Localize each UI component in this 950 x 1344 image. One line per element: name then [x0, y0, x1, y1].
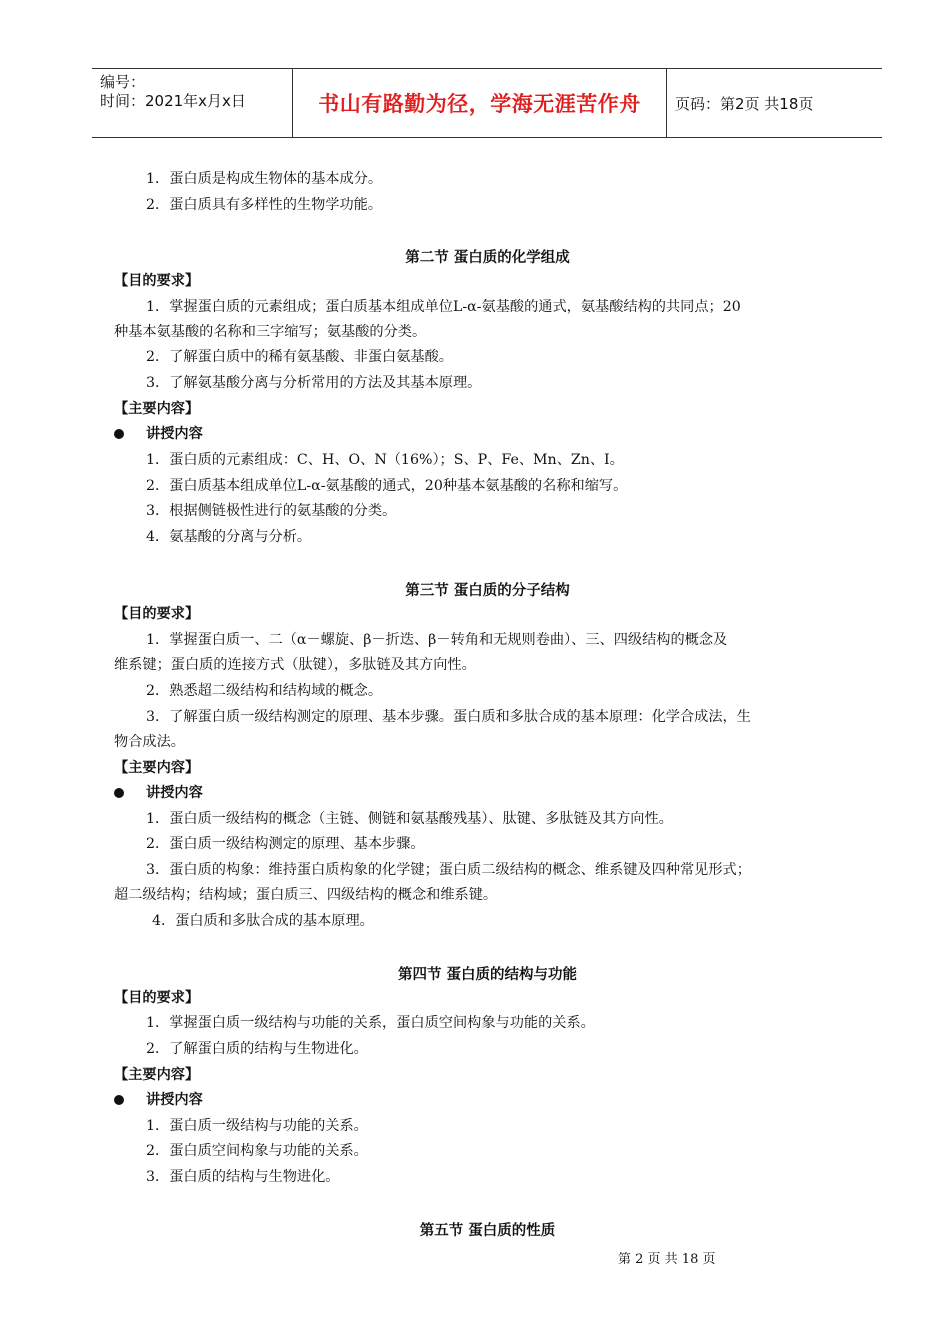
- page-footer: 第 2 页 共 18 页: [618, 1252, 716, 1267]
- section-4-goal-tag: 【目的要求】: [114, 990, 200, 1006]
- section-3-goal-2: 2．熟悉超二级结构和结构域的概念。: [146, 683, 383, 699]
- motto: 书山有路勤为径，学海无涯苦作舟: [293, 69, 667, 137]
- section-3-lecture-label: 讲授内容: [146, 785, 203, 801]
- header-meta-cell: [92, 69, 293, 137]
- section-4-title: 第四节 蛋白质的结构与功能: [397, 967, 578, 983]
- section-2-item-3: 3．根据侧链极性进行的氨基酸的分类。: [146, 503, 397, 519]
- section-3-goal-1-cont: 维系键；蛋白质的连接方式（肽键），多肽链及其方向性。: [114, 657, 476, 673]
- section-4-item-3: 3．蛋白质的结构与生物进化。: [146, 1169, 340, 1185]
- section-3-title: 第三节 蛋白质的分子结构: [405, 583, 570, 599]
- section-3-item-1: 1．蛋白质一级结构的概念（主链、侧链和氨基酸残基）、肽键、多肽链及其方向性。: [146, 811, 673, 827]
- section-3-content-tag: 【主要内容】: [114, 760, 200, 776]
- section-3-goal-1: 1．掌握蛋白质一、二（α－螺旋、β－折迭、β－转角和无规则卷曲）、三、四级结构的概念及: [146, 632, 728, 648]
- section-2-goal-2: 2．了解蛋白质中的稀有氨基酸、非蛋白氨基酸。: [146, 349, 453, 365]
- section-2-goal-1: 1．掌握蛋白质的元素组成；蛋白质基本组成单位L-α-氨基酸的通式，氨基酸结构的共同点；20: [146, 299, 741, 315]
- section-3-goal-3: 3．了解蛋白质一级结构测定的原理、基本步骤。蛋白质和多肽合成的基本原理：化学合成法，生: [146, 709, 751, 725]
- section-2-content-tag: 【主要内容】: [114, 401, 200, 417]
- section-4-lecture-label: 讲授内容: [146, 1092, 203, 1108]
- section-5-title: 第五节 蛋白质的性质: [419, 1223, 556, 1239]
- section-4-item-2: 2．蛋白质空间构象与功能的关系。: [146, 1143, 368, 1159]
- section-3-item-3-cont: 超二级结构；结构域；蛋白质三、四级结构的概念和维系键。: [114, 887, 498, 903]
- time-label: 时间：2021年x月x日: [100, 92, 246, 110]
- bullet-icon: [114, 788, 124, 798]
- intro-line-1: 1．蛋白质是构成生物体的基本成分。: [146, 171, 383, 187]
- section-2-goal-1-cont: 种基本氨基酸的名称和三字缩写；氨基酸的分类。: [114, 324, 427, 340]
- intro-line-2: 2．蛋白质具有多样性的生物学功能。: [146, 197, 383, 213]
- section-2-goal-tag: 【目的要求】: [114, 273, 200, 289]
- number-label: 编号：: [100, 73, 146, 91]
- section-2-lecture-label: 讲授内容: [146, 426, 203, 442]
- section-3-goal-3-cont: 物合成法。: [114, 734, 185, 750]
- header-table: [92, 68, 882, 138]
- section-3-item-4: 4．蛋白质和多肽合成的基本原理。: [152, 913, 374, 929]
- bullet-icon: [114, 1095, 124, 1105]
- section-3-goal-tag: 【目的要求】: [114, 606, 200, 622]
- section-4-goal-2: 2．了解蛋白质的结构与生物进化。: [146, 1041, 368, 1057]
- section-2-title: 第二节 蛋白质的化学组成: [405, 250, 570, 266]
- section-3-item-3: 3．蛋白质的构象：维持蛋白质构象的化学键；蛋白质二级结构的概念、维系键及四种常见形式；: [146, 862, 751, 878]
- bullet-icon: [114, 429, 124, 439]
- section-2-item-2: 2．蛋白质基本组成单位L-α-氨基酸的通式，20种基本氨基酸的名称和缩写。: [146, 478, 628, 494]
- section-2-item-1: 1．蛋白质的元素组成：C、H、O、N（16%）；S、P、Fe、Mn、Zn、I。: [146, 452, 624, 468]
- section-4-goal-1: 1．掌握蛋白质一级结构与功能的关系，蛋白质空间构象与功能的关系。: [146, 1015, 595, 1031]
- section-2-goal-3: 3．了解氨基酸分离与分析常用的方法及其基本原理。: [146, 375, 482, 391]
- section-4-content-tag: 【主要内容】: [114, 1067, 200, 1083]
- section-4-item-1: 1．蛋白质一级结构与功能的关系。: [146, 1118, 368, 1134]
- section-2-item-4: 4．氨基酸的分离与分析。: [146, 529, 312, 545]
- page-info: 页码：第2页 共18页: [675, 94, 814, 113]
- section-3-item-2: 2．蛋白质一级结构测定的原理、基本步骤。: [146, 836, 425, 852]
